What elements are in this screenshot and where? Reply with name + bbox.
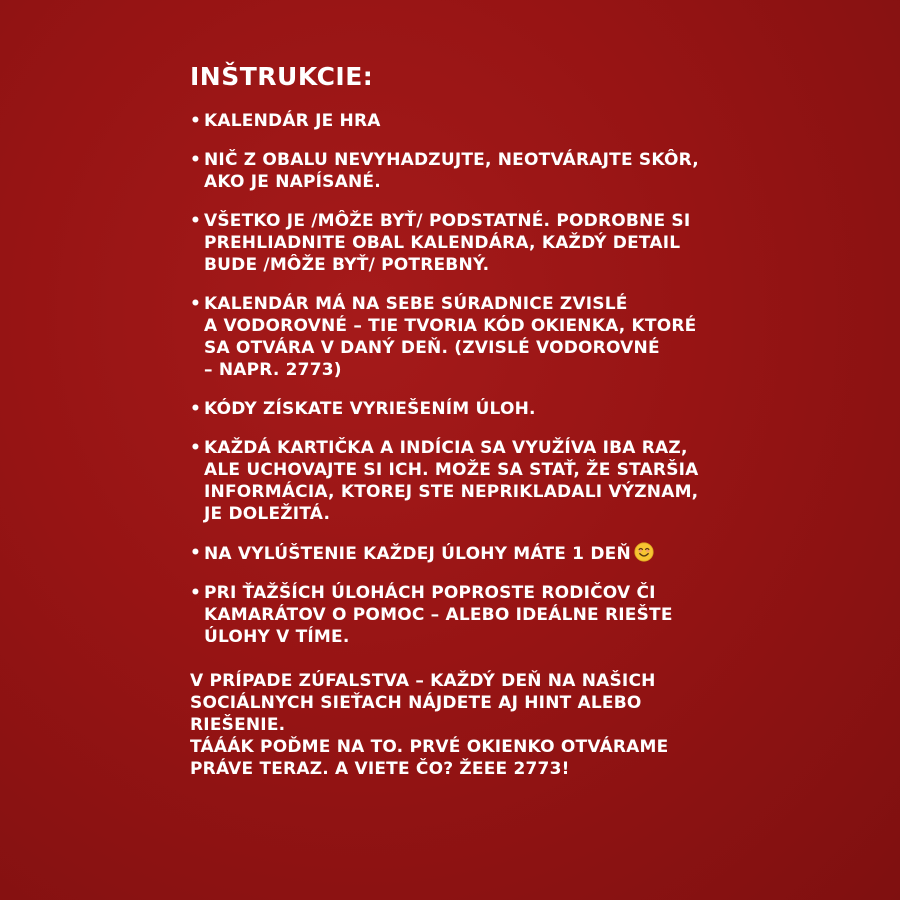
instruction-line: – NAPR. 2773): [204, 360, 342, 380]
instruction-line: • KÓDY ZÍSKATE VYRIEŠENÍM ÚLOH.: [204, 399, 536, 419]
instruction-line: • VŠETKO JE /MÔŽE BYŤ/ PODSTATNÉ. PODROBNE SI: [204, 211, 691, 231]
instruction-line: ÚLOHY V TÍME.: [204, 627, 350, 647]
instruction-line: • KALENDÁR MÁ NA SEBE SÚRADNICE ZVISLÉ: [204, 294, 628, 314]
instruction-line: PREHLIADNITE OBAL KALENDÁRA, KAŽDÝ DETAIL: [204, 233, 681, 253]
instruction-line: BUDE /MÔŽE BYŤ/ POTREBNÝ.: [204, 255, 490, 275]
instruction-line: ALE UCHOVAJTE SI ICH. MOŽE SA STAŤ, ŽE STARŠIA: [204, 460, 699, 480]
instruction-line: JE DOLEŽITÁ.: [204, 504, 331, 524]
instruction-line: [204, 542, 750, 565]
smiling-face-icon: [634, 542, 654, 562]
instruction-item: [190, 149, 750, 193]
instruction-line: • KAŽDÁ KARTIČKA A INDÍCIA SA VYUŽÍVA IBA RAZ,: [204, 438, 688, 458]
instruction-item: [190, 542, 750, 565]
closing-line: TÁÁÁK POĎME NA TO. PRVÉ OKIENKO OTVÁRAME: [190, 737, 669, 757]
closing-line: PRÁVE TERAZ. A VIETE ČO? ŽEEE 2773!: [190, 759, 570, 779]
instruction-item: [190, 398, 750, 420]
instructions-list: [190, 110, 750, 648]
instruction-line: • PRI ŤAŽŠÍCH ÚLOHÁCH POPROSTE RODIČOV ČI: [204, 583, 656, 603]
instruction-line: SA OTVÁRA V DANÝ DEŇ. (ZVISLÉ VODOROVNÉ: [204, 338, 660, 358]
instruction-item: [190, 110, 750, 132]
instruction-item: [190, 210, 750, 276]
closing-paragraph: [190, 670, 750, 780]
instruction-line: A VODOROVNÉ – TIE TVORIA KÓD OKIENKA, KTORÉ: [204, 316, 697, 336]
instruction-text: NA VYLÚŠTENIE KAŽDEJ ÚLOHY MÁTE 1 DEŇ: [204, 544, 631, 564]
closing-line: SOCIÁLNYCH SIEŤACH NÁJDETE AJ HINT ALEBO: [190, 693, 642, 713]
instruction-line: • NIČ Z OBALU NEVYHADZUJTE, NEOTVÁRAJTE SKÔR,: [204, 150, 699, 170]
instruction-line: AKO JE NAPÍSANÉ.: [204, 172, 381, 192]
closing-line: RIEŠENIE.: [190, 715, 286, 735]
instruction-item: [190, 437, 750, 525]
instruction-line: INFORMÁCIA, KTOREJ STE NEPRIKLADALI VÝZNAM,: [204, 482, 699, 502]
instruction-line: • KALENDÁR JE HRA: [204, 111, 381, 131]
instruction-item: [190, 293, 750, 381]
instructions-sheet: [190, 62, 750, 780]
instruction-item: [190, 582, 750, 648]
instructions-title: INŠTRUKCIE:: [190, 62, 374, 91]
closing-line: V PRÍPADE ZÚFALSTVA – KAŽDÝ DEŇ NA NAŠICH: [190, 671, 656, 691]
instruction-line: KAMARÁTOV O POMOC – ALEBO IDEÁLNE RIEŠTE: [204, 605, 673, 625]
